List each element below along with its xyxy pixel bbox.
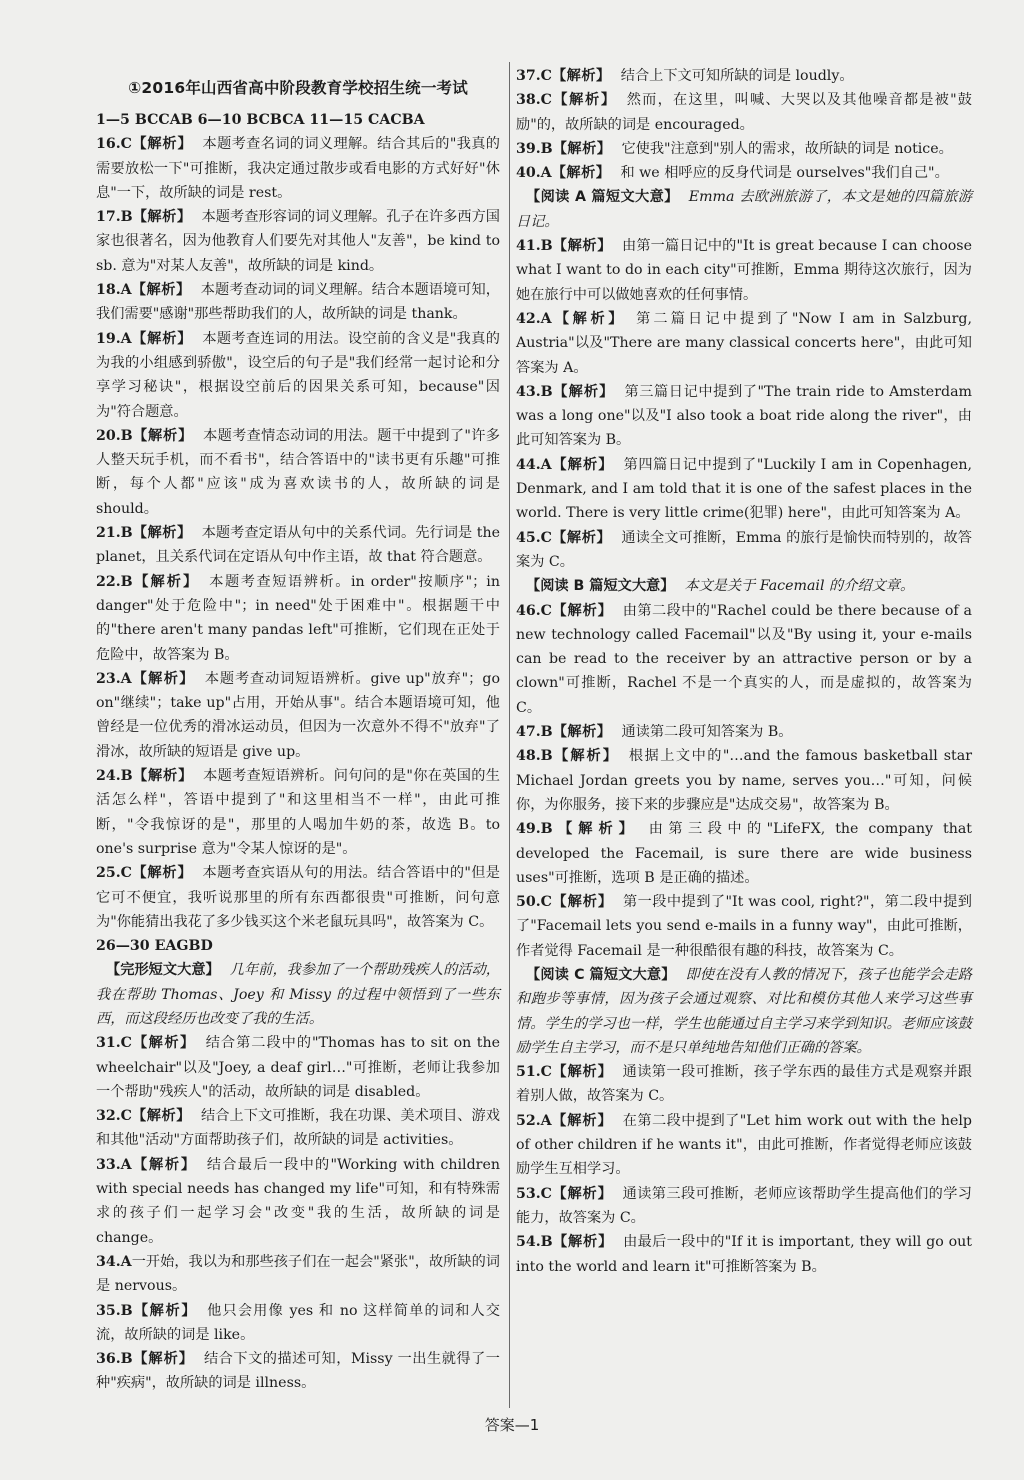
answer-entry: [96, 1031, 500, 1104]
analysis-text: 结合上下文可推断，我在功课、美术项目、游戏和其他"活动"方面帮助孩子们，故所缺的词是 activities。: [96, 1108, 500, 1149]
answer-number: 39.B: [516, 140, 553, 157]
answer-entry: [96, 1250, 500, 1299]
answer-number: 24.B: [96, 768, 133, 785]
reading-c-summary-label: 【阅读 C 篇短文大意】: [526, 966, 676, 983]
answer-entry: [516, 380, 972, 453]
analysis-text: 本题考查短语辨析。in order"按顺序"；in danger"处于危险中"；in need"处于困难中"。根据题干中的"there aren't many pandas left"可推断，它们现在正处于危险中，故答案为 B。: [96, 573, 500, 663]
answer-number: 41.B: [516, 238, 553, 255]
analysis-text: 本题考查名词的词义理解。结合其后的"我真的需要放松一下"可推断，我决定通过散步或看电影的方式好好"休息"一下，故所缺的词是 rest。: [96, 136, 500, 201]
analysis-text: 由第三段中的"LifeFX, the company that developed the Facemail, is sure there are wide business uses"可推断，选项 B 是正确的描述。: [516, 821, 972, 886]
answer-number: 35.B: [96, 1302, 133, 1319]
answer-entry: [96, 521, 500, 570]
analysis-text: 结合下文的描述可知，Missy 一出生就得了一种"疾病"，故所缺的词是 illness。: [96, 1351, 500, 1392]
reading-b-summary-label: 【阅读 B 篇短文大意】: [526, 578, 675, 595]
answer-entry: [516, 1182, 972, 1231]
analysis-tag: 【解析】: [552, 383, 615, 400]
analysis-tag: 【解析】: [131, 1035, 196, 1052]
analysis-text: 结合上下文可知所缺的词是 loudly。: [620, 68, 854, 84]
reading-c-summary-text: 即使在没有人教的情况下，孩子也能学会走路和跑步等事情，因为孩子会通过观察、对比和模仿其他人来学习这些事情。学生的学习也一样，学生也能通过自主学习来学到知识。老师应该鼓励学生自主学习，而不是只单纯地告知他们正确的答案。: [516, 966, 972, 1056]
reading-a-summary-text: Emma 去欧洲旅游了，本文是她的四篇旅游日记。: [516, 189, 973, 230]
answer-number: 42.A: [516, 310, 552, 327]
answer-entry: [516, 526, 972, 575]
answer-number: 53.C: [516, 1185, 552, 1202]
answer-number: 21.B: [96, 525, 133, 542]
analysis-tag: 【解析】: [551, 165, 611, 182]
answer-number: 52.A: [516, 1112, 552, 1129]
answer-entry: [96, 1104, 500, 1153]
answer-number: 19.A: [96, 330, 132, 347]
cloze-summary-label: 【完形短文大意】: [106, 962, 220, 979]
analysis-text: 由第一篇日记中的"It is great because I can choose what I want to do in each city"可推断，Emma 期待这次旅行，因为她在旅行中可以做她喜欢的任何事情。: [516, 238, 972, 303]
analysis-tag: 【解析】: [552, 748, 619, 765]
answer-entry: [516, 88, 972, 137]
analysis-tag: 【解析】: [131, 670, 195, 687]
quick-answers-26-30: 26—30 EAGBD: [96, 938, 213, 955]
analysis-text: 在第二段中提到了"Let him work out with the help of other children if he wants it"，由此可推断，作者觉得老师应该鼓励学生互相学习。: [516, 1112, 972, 1178]
analysis-text: 和 we 相呼应的反身代词是 ourselves"我们自己"。: [620, 165, 949, 182]
answer-entry: [96, 1347, 500, 1396]
analysis-tag: 【解析】: [132, 573, 200, 590]
answer-number: 50.C: [516, 894, 552, 911]
answer-number: 44.A: [516, 456, 552, 473]
analysis-tag: 【解析】: [551, 1185, 613, 1202]
analysis-text: 通读第一段可推断，孩子学东西的最佳方式是观察并跟着别人做，故答案为 C。: [516, 1064, 972, 1105]
analysis-text: 本题考查情态动词的用法。题干中提到了"许多人整天玩手机，而不看书"，结合答语中的"读书更有乐趣"可推断，每个人都"应该"成为喜欢读书的人，故所缺的词是 should。: [96, 427, 500, 517]
analysis-tag: 【解析】: [552, 1234, 614, 1251]
answer-number: 33.A: [96, 1156, 132, 1173]
analysis-tag: 【解析】: [132, 427, 194, 444]
answer-entry: [516, 1060, 972, 1109]
analysis-text: 本题考查动词的词义理解。结合本题语境可知，我们需要"感谢"那些帮助我们的人，故所缺的词是 thank。: [96, 282, 500, 323]
analysis-text: 由最后一段中的"If it is important, they will go out into the world and learn it"可推断答案为 B。: [516, 1234, 972, 1275]
analysis-tag: 【解析】: [131, 1108, 191, 1125]
analysis-tag: 【解析】: [131, 865, 193, 882]
answer-number: 36.B: [96, 1351, 133, 1368]
analysis-text: 本题考查动词短语辨析。give up"放弃"；go on"继续"；take up"占用，开始从事"。结合本题语境可知，他曾经是一位优秀的滑冰运动员，但因为一次意外不得不"放弃"了滑冰，故所缺的短语是 give up。: [96, 670, 500, 760]
analysis-tag: 【解析】: [132, 768, 194, 785]
answer-entry: [516, 890, 972, 963]
answer-entry: [516, 1230, 972, 1279]
analysis-tag: 【解析】: [551, 529, 612, 546]
answer-number: 23.A: [96, 670, 132, 687]
column-divider: [509, 62, 510, 1408]
answer-entry: [516, 744, 972, 817]
analysis-tag: 【解析】: [551, 1064, 613, 1081]
answer-number: 54.B: [516, 1234, 553, 1251]
answer-number: 40.A: [516, 165, 552, 182]
answer-list-41-45: [516, 234, 972, 574]
answer-entry: [516, 137, 972, 161]
answer-entry: [516, 1109, 972, 1182]
analysis-tag: 【解析】: [132, 1302, 198, 1319]
analysis-text: 根据上文中的"…and the famous basketball star Michael Jordan greets you by name, serves you…"可知，问候你，为你服务，接下来的步骤应是"达成交易"，故答案为 B。: [516, 748, 972, 813]
answer-list-51-54: [516, 1060, 972, 1279]
exam-title: ①2016年山西省高中阶段教育学校招生统一考试: [128, 79, 468, 97]
answer-entry: [516, 161, 972, 185]
analysis-text: 本题考查宾语从句的用法。结合答语中的"但是它可不便宜，我听说那里的所有东西都很贵"可推断，问句意为"你能猜出我花了多少钱买这个米老鼠玩具吗"，故答案为 C。: [96, 865, 500, 930]
answer-number: 18.A: [96, 282, 132, 299]
analysis-text: 本题考查定语从句中的关系代词。先行词是 the planet，且关系代词在定语从句中作主语，故 that 符合题意。: [96, 525, 500, 566]
analysis-tag: 【解析】: [551, 1112, 613, 1129]
analysis-tag: 【解析】: [551, 894, 613, 911]
analysis-text: 第三篇日记中提到了"The train ride to Amsterdam was a long one"以及"I also took a boat ride along the river"，由此可知答案为 B。: [516, 383, 972, 449]
analysis-tag: 【解析】: [552, 238, 613, 255]
analysis-text: 本题考查短语辨析。问句问的是"你在英国的生活怎么样"，答语中提到了"和这里相当不一样"，由此可推断，"令我惊讶的是"，那里的人喝加牛奶的茶，故选 B。to one's surprise 意为"令某人惊讶的是"。: [96, 768, 500, 857]
answer-number: 22.B: [96, 573, 133, 590]
analysis-text: 由第二段中的"Rachel could be there because of a new technology called Facemail"以及"By using it, your e-mails can be read to the receiver by an attractive person or by a clown"可推断，Rachel 不是一个真实的人，而是虚拟的，故答案为 C。: [516, 602, 972, 716]
right-column: [516, 64, 972, 1279]
analysis-tag: 【解析】: [132, 525, 192, 542]
answer-number: 37.C: [516, 68, 552, 84]
answer-entry: [96, 278, 500, 327]
analysis-tag: 【解析】: [552, 724, 612, 741]
answer-entry: [516, 64, 972, 88]
cloze-summary: [96, 958, 500, 1031]
analysis-text: 通读第二段可知答案为 B。: [621, 724, 793, 741]
analysis-tag: 【解析】: [551, 68, 611, 84]
answer-entry: [96, 667, 500, 764]
analysis-tag: 【解析】: [132, 1351, 194, 1368]
answer-entry: [96, 205, 500, 278]
analysis-tag: 【解析】: [131, 282, 191, 299]
analysis-tag: 【解析】: [551, 92, 617, 109]
analysis-tag: 【解析】: [551, 456, 614, 473]
analysis-tag: 【解析】: [131, 330, 193, 347]
quick-answers-1-15: 1—5 BCCAB 6—10 BCBCA 11—15 CACBA: [96, 112, 425, 128]
answer-number: 38.C: [516, 92, 552, 109]
page-footer: 答案—1: [484, 1416, 540, 1434]
analysis-text: 第四篇日记中提到了"Luckily I am in Copenhagen, Denmark, and I am told that it is one of the safest places in the world. There is very little crime(犯罪) here"，由此可知答案为 A。: [516, 456, 972, 522]
analysis-tag: 【解析】: [551, 602, 613, 619]
analysis-text: 他只会用像 yes 和 no 这样简单的词和人交流，故所缺的词是 like。: [96, 1302, 500, 1343]
answer-number: 43.B: [516, 383, 553, 400]
answer-number: 16.C: [96, 136, 132, 153]
analysis-text: 第一段中提到了"It was cool, right?"，第二段中提到了"Facemail lets you send e-mails in a funny way"，由此可推断，作者觉得 Facemail 是一种很酷很有趣的科技，故答案为 C。: [516, 894, 972, 959]
answer-entry: [96, 132, 500, 205]
analysis-text: 它使我"注意到"别人的需求，故所缺的词是 notice。: [621, 140, 953, 157]
analysis-text: 然而，在这里，叫喊、大哭以及其他噪音都是被"鼓励"的，故所缺的词是 encouraged。: [516, 92, 972, 133]
answer-number: 31.C: [96, 1035, 132, 1052]
answer-number: 45.C: [516, 529, 552, 546]
answer-entry: [96, 424, 500, 521]
analysis-text: 通读第三段可推断，老师应该帮助学生提高他们的学习能力，故答案为 C。: [516, 1185, 972, 1226]
answer-number: 32.C: [96, 1108, 132, 1125]
answer-entry: [96, 1153, 500, 1250]
analysis-text: 本题考查连词的用法。设空前的含义是"我真的为我的小组感到骄傲"，设空后的句子是"我们经常一起讨论和分享学习秘诀"，根据设空前后的因果关系可知，because"因为"符合题意。: [96, 330, 500, 420]
answer-number: 46.C: [516, 602, 552, 619]
analysis-tag: 【解析】: [552, 140, 612, 157]
analysis-tag: 【解析】: [131, 1156, 197, 1173]
answer-entry: [516, 599, 972, 720]
answer-entry: [96, 1299, 500, 1348]
answer-list-16-25: [96, 132, 500, 934]
answer-number: 34.A: [96, 1253, 132, 1270]
answer-entry: [96, 327, 500, 424]
answer-number: 47.B: [516, 724, 553, 741]
answer-list-46-50: [516, 599, 972, 963]
reading-a-summary-label: 【阅读 A 篇短文大意】: [526, 189, 679, 206]
analysis-tag: 【解析】: [132, 209, 192, 226]
answer-entry: [96, 861, 500, 934]
analysis-text: 结合最后一段中的"Working with children with special needs has changed my life"可知，和有特殊需求的孩子们一起学习会"改变"我的生活，故所缺的词是 change。: [96, 1156, 500, 1246]
analysis-text: 一开始，我以为和那些孩子们在一起会"紧张"，故所缺的词是 nervous。: [96, 1253, 500, 1295]
analysis-tag: 【解析】: [551, 310, 627, 327]
analysis-tag: 【解析】: [552, 821, 639, 838]
answer-number: 48.B: [516, 748, 553, 765]
reading-a-summary: [516, 185, 972, 234]
answer-list-37-40: [516, 64, 972, 185]
reading-c-summary: [516, 963, 972, 1060]
analysis-text: 第二篇日记中提到了"Now I am in Salzburg, Austria"以及"There are many classical concerts here"，由此可知答案为 A。: [516, 310, 972, 376]
analysis-text: 通读全文可推断，Emma 的旅行是愉快而特别的，故答案为 C。: [516, 529, 972, 570]
analysis-text: 本题考查形容词的词义理解。孔子在许多西方国家也很著名，因为他教育人们要先对其他人"友善"，be kind to sb. 意为"对某人友善"，故所缺的词是 kind。: [96, 209, 500, 274]
answer-entry: [516, 307, 972, 380]
answer-entry: [516, 817, 972, 890]
answer-entry: [96, 764, 500, 861]
answer-entry: [516, 234, 972, 307]
answer-number: 20.B: [96, 427, 133, 444]
answer-number: 49.B: [516, 821, 553, 838]
left-column: [96, 64, 500, 1396]
analysis-text: 结合第二段中的"Thomas has to sit on the wheelchair"以及"Joey, a deaf girl…"可推断，老师让我参加一个帮助"残疾人"的活动，故所缺的词是 disabled。: [96, 1035, 500, 1100]
reading-b-summary: [516, 574, 972, 598]
answer-entry: [516, 453, 972, 526]
cloze-summary-text: 几年前，我参加了一个帮助残疾人的活动，我在帮助 Thomas、Joey 和 Missy 的过程中领悟到了一些东西，而这段经历也改变了我的生活。: [96, 962, 500, 1027]
answer-list-31-36: [96, 1031, 500, 1395]
analysis-tag: 【解析】: [131, 136, 193, 153]
answer-number: 51.C: [516, 1064, 552, 1081]
answer-entry: [96, 570, 500, 667]
answer-number: 17.B: [96, 209, 133, 226]
answer-entry: [516, 720, 972, 744]
answer-number: 25.C: [96, 865, 132, 882]
reading-b-summary-text: 本文是关于 Facemail 的介绍文章。: [684, 578, 915, 595]
